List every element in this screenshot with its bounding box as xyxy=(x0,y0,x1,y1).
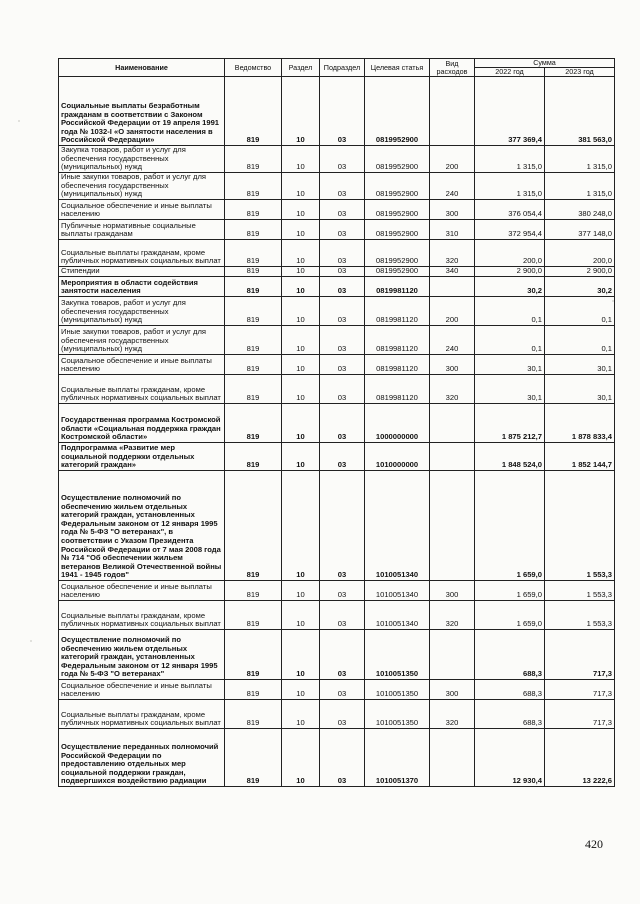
row-exp-type-cell: 320 xyxy=(430,240,475,267)
row-dept-cell: 819 xyxy=(225,220,282,240)
row-exp-type-cell xyxy=(430,277,475,297)
table-row xyxy=(59,680,615,700)
row-name-cell: Социальные выплаты гражданам, кроме публичных нормативных социальных выплат xyxy=(59,375,225,404)
row-target-cell: 0819981120 xyxy=(365,375,430,404)
scan-speck xyxy=(30,640,32,642)
row-dept-cell: 819 xyxy=(225,680,282,700)
row-name-cell: Государственная программа Костромской области «Социальная поддержка граждан Костромской области» xyxy=(59,404,225,443)
page-number: 420 xyxy=(585,837,603,851)
row-target-cell: 0819952900 xyxy=(365,240,430,267)
table-row xyxy=(59,729,615,787)
row-dept-cell: 819 xyxy=(225,355,282,375)
row-dept-cell: 819 xyxy=(225,729,282,787)
row-subsection-cell: 03 xyxy=(320,680,365,700)
row-section-cell: 10 xyxy=(282,220,320,240)
row-section-cell: 10 xyxy=(282,729,320,787)
row-name-cell: Иные закупки товаров, работ и услуг для обеспечения государственных (муниципальных) нужд xyxy=(59,173,225,200)
row-exp-type-cell xyxy=(430,443,475,471)
row-exp-type-cell xyxy=(430,404,475,443)
row-exp-type-cell: 300 xyxy=(430,581,475,601)
row-dept-cell: 819 xyxy=(225,471,282,581)
row-subsection-cell: 03 xyxy=(320,146,365,173)
row-dept-cell: 819 xyxy=(225,326,282,355)
row-amount-2022-cell: 688,3 xyxy=(475,700,545,729)
table-row xyxy=(59,240,615,267)
row-section-cell: 10 xyxy=(282,267,320,277)
row-section-cell: 10 xyxy=(282,355,320,375)
row-name-cell: Закупка товаров, работ и услуг для обеспечения государственных (муниципальных) нужд xyxy=(59,146,225,173)
row-name-cell: Социальные выплаты гражданам, кроме публичных нормативных социальных выплат xyxy=(59,601,225,630)
table-row xyxy=(59,471,615,581)
row-dept-cell: 819 xyxy=(225,173,282,200)
table-row xyxy=(59,220,615,240)
row-section-cell: 10 xyxy=(282,375,320,404)
row-dept-cell: 819 xyxy=(225,240,282,267)
row-dept-cell: 819 xyxy=(225,404,282,443)
row-subsection-cell: 03 xyxy=(320,200,365,220)
header-sum: Сумма xyxy=(475,59,615,68)
row-amount-2022-cell: 1 875 212,7 xyxy=(475,404,545,443)
row-amount-2023-cell: 1 852 144,7 xyxy=(545,443,615,471)
row-dept-cell: 819 xyxy=(225,77,282,146)
header-subsection: Подраздел xyxy=(320,59,365,77)
table-row xyxy=(59,581,615,601)
row-section-cell: 10 xyxy=(282,601,320,630)
row-dept-cell: 819 xyxy=(225,581,282,601)
row-section-cell: 10 xyxy=(282,700,320,729)
row-amount-2022-cell: 30,1 xyxy=(475,375,545,404)
row-amount-2023-cell: 200,0 xyxy=(545,240,615,267)
table-row xyxy=(59,277,615,297)
row-target-cell: 0819981120 xyxy=(365,326,430,355)
row-dept-cell: 819 xyxy=(225,277,282,297)
row-target-cell: 0819981120 xyxy=(365,297,430,326)
row-section-cell: 10 xyxy=(282,277,320,297)
row-amount-2022-cell: 1 315,0 xyxy=(475,173,545,200)
row-exp-type-cell: 200 xyxy=(430,297,475,326)
row-amount-2023-cell: 30,1 xyxy=(545,375,615,404)
row-name-cell: Осуществление полномочий по обеспечению жильем отдельных категорий граждан, установленных Федеральным законом от 12 января 1995 года № 5-ФЗ "О ветеранах", в соответствии с Указом Президента Российской Федерации от 7 мая 2008 года № 714 "Об обеспечении жильем ветеранов Великой Отечественной войны 1941 - 1945 годов" xyxy=(59,471,225,581)
row-target-cell: 1010051370 xyxy=(365,729,430,787)
row-section-cell: 10 xyxy=(282,146,320,173)
row-amount-2022-cell: 372 954,4 xyxy=(475,220,545,240)
table-row xyxy=(59,404,615,443)
row-amount-2022-cell: 1 848 524,0 xyxy=(475,443,545,471)
row-amount-2022-cell: 30,1 xyxy=(475,355,545,375)
row-exp-type-cell xyxy=(430,77,475,146)
row-exp-type-cell: 310 xyxy=(430,220,475,240)
row-name-cell: Мероприятия в области содействия занятости населения xyxy=(59,277,225,297)
row-dept-cell: 819 xyxy=(225,375,282,404)
header-year-2022: 2022 год xyxy=(475,68,545,77)
row-exp-type-cell: 300 xyxy=(430,355,475,375)
table-row xyxy=(59,146,615,173)
row-target-cell: 0819952900 xyxy=(365,146,430,173)
row-exp-type-cell: 320 xyxy=(430,601,475,630)
row-subsection-cell: 03 xyxy=(320,297,365,326)
row-exp-type-cell xyxy=(430,729,475,787)
row-name-cell: Социальные выплаты безработным гражданам в соответствии с Законом Российской Федерации от 19 апреля 1991 года № 1032-I «О занятости населения в Российской Федерации» xyxy=(59,77,225,146)
row-section-cell: 10 xyxy=(282,630,320,680)
table-row xyxy=(59,355,615,375)
header-dept: Ведомство xyxy=(225,59,282,77)
row-amount-2023-cell: 717,3 xyxy=(545,700,615,729)
row-subsection-cell: 03 xyxy=(320,404,365,443)
row-amount-2023-cell: 377 148,0 xyxy=(545,220,615,240)
row-amount-2022-cell: 1 659,0 xyxy=(475,601,545,630)
table-row xyxy=(59,173,615,200)
row-subsection-cell: 03 xyxy=(320,601,365,630)
row-name-cell: Социальное обеспечение и иные выплаты населению xyxy=(59,355,225,375)
row-subsection-cell: 03 xyxy=(320,326,365,355)
scan-speck xyxy=(18,120,20,122)
table-row xyxy=(59,326,615,355)
row-target-cell: 1000000000 xyxy=(365,404,430,443)
row-name-cell: Публичные нормативные социальные выплаты гражданам xyxy=(59,220,225,240)
row-amount-2023-cell: 380 248,0 xyxy=(545,200,615,220)
row-dept-cell: 819 xyxy=(225,700,282,729)
row-name-cell: Осуществление полномочий по обеспечению жильем отдельных категорий граждан, установленных Федеральным законом от 12 января 1995 года № 5-ФЗ "О ветеранах" xyxy=(59,630,225,680)
row-amount-2022-cell: 688,3 xyxy=(475,630,545,680)
row-dept-cell: 819 xyxy=(225,267,282,277)
row-exp-type-cell xyxy=(430,630,475,680)
header-section: Раздел xyxy=(282,59,320,77)
row-dept-cell: 819 xyxy=(225,630,282,680)
row-amount-2022-cell: 2 900,0 xyxy=(475,267,545,277)
row-dept-cell: 819 xyxy=(225,601,282,630)
row-section-cell: 10 xyxy=(282,200,320,220)
row-amount-2022-cell: 1 315,0 xyxy=(475,146,545,173)
row-name-cell: Подпрограмма «Развитие мер социальной поддержки отдельных категорий граждан» xyxy=(59,443,225,471)
row-target-cell: 0819952900 xyxy=(365,173,430,200)
row-amount-2022-cell: 0,1 xyxy=(475,297,545,326)
row-amount-2023-cell: 717,3 xyxy=(545,680,615,700)
row-amount-2023-cell: 2 900,0 xyxy=(545,267,615,277)
row-dept-cell: 819 xyxy=(225,200,282,220)
row-amount-2023-cell: 1 553,3 xyxy=(545,581,615,601)
row-section-cell: 10 xyxy=(282,404,320,443)
row-exp-type-cell: 320 xyxy=(430,700,475,729)
row-subsection-cell: 03 xyxy=(320,277,365,297)
row-amount-2023-cell: 0,1 xyxy=(545,326,615,355)
row-section-cell: 10 xyxy=(282,297,320,326)
row-amount-2022-cell: 1 659,0 xyxy=(475,581,545,601)
table-row xyxy=(59,267,615,277)
row-amount-2023-cell: 0,1 xyxy=(545,297,615,326)
row-target-cell: 1010051340 xyxy=(365,471,430,581)
row-subsection-cell: 03 xyxy=(320,375,365,404)
row-exp-type-cell: 340 xyxy=(430,267,475,277)
row-subsection-cell: 03 xyxy=(320,581,365,601)
row-section-cell: 10 xyxy=(282,581,320,601)
row-subsection-cell: 03 xyxy=(320,700,365,729)
table-header-row xyxy=(59,59,615,68)
row-subsection-cell: 03 xyxy=(320,77,365,146)
row-section-cell: 10 xyxy=(282,680,320,700)
row-subsection-cell: 03 xyxy=(320,173,365,200)
row-subsection-cell: 03 xyxy=(320,220,365,240)
row-exp-type-cell: 300 xyxy=(430,680,475,700)
row-name-cell: Иные закупки товаров, работ и услуг для обеспечения государственных (муниципальных) нужд xyxy=(59,326,225,355)
table-row xyxy=(59,700,615,729)
row-target-cell: 0819981120 xyxy=(365,355,430,375)
row-section-cell: 10 xyxy=(282,326,320,355)
row-dept-cell: 819 xyxy=(225,146,282,173)
row-exp-type-cell: 240 xyxy=(430,173,475,200)
row-target-cell: 1010051350 xyxy=(365,680,430,700)
row-amount-2023-cell: 381 563,0 xyxy=(545,77,615,146)
budget-table xyxy=(58,58,615,787)
table-row xyxy=(59,375,615,404)
row-amount-2023-cell: 1 553,3 xyxy=(545,601,615,630)
row-target-cell: 1010000000 xyxy=(365,443,430,471)
header-exp-type: Вид расходов xyxy=(430,59,475,77)
row-amount-2023-cell: 30,2 xyxy=(545,277,615,297)
row-name-cell: Социальные выплаты гражданам, кроме публичных нормативных социальных выплат xyxy=(59,700,225,729)
row-name-cell: Социальное обеспечение и иные выплаты населению xyxy=(59,680,225,700)
row-target-cell: 0819981120 xyxy=(365,277,430,297)
row-name-cell: Социальные выплаты гражданам, кроме публичных нормативных социальных выплат xyxy=(59,240,225,267)
row-name-cell: Закупка товаров, работ и услуг для обеспечения государственных (муниципальных) нужд xyxy=(59,297,225,326)
row-exp-type-cell: 300 xyxy=(430,200,475,220)
row-amount-2022-cell: 0,1 xyxy=(475,326,545,355)
row-amount-2023-cell: 1 315,0 xyxy=(545,146,615,173)
row-amount-2022-cell: 688,3 xyxy=(475,680,545,700)
table-row xyxy=(59,443,615,471)
row-subsection-cell: 03 xyxy=(320,443,365,471)
row-name-cell: Стипендии xyxy=(59,267,225,277)
table-row xyxy=(59,601,615,630)
row-target-cell: 1010051350 xyxy=(365,630,430,680)
row-amount-2022-cell: 12 930,4 xyxy=(475,729,545,787)
row-target-cell: 1010051350 xyxy=(365,700,430,729)
row-exp-type-cell: 240 xyxy=(430,326,475,355)
row-target-cell: 1010051340 xyxy=(365,601,430,630)
row-amount-2023-cell: 717,3 xyxy=(545,630,615,680)
row-name-cell: Социальное обеспечение и иные выплаты населению xyxy=(59,200,225,220)
row-section-cell: 10 xyxy=(282,77,320,146)
row-amount-2022-cell: 30,2 xyxy=(475,277,545,297)
table-row xyxy=(59,297,615,326)
header-name: Наименование xyxy=(59,59,225,77)
row-name-cell: Осуществление переданных полномочий Российской Федерации по предоставлению отдельных мер социальной поддержки граждан, подвергшихся воздействию радиации xyxy=(59,729,225,787)
row-subsection-cell: 03 xyxy=(320,267,365,277)
row-amount-2022-cell: 376 054,4 xyxy=(475,200,545,220)
row-section-cell: 10 xyxy=(282,173,320,200)
row-section-cell: 10 xyxy=(282,240,320,267)
row-amount-2022-cell: 200,0 xyxy=(475,240,545,267)
row-subsection-cell: 03 xyxy=(320,729,365,787)
table-body xyxy=(59,77,615,787)
row-name-cell: Социальное обеспечение и иные выплаты населению xyxy=(59,581,225,601)
row-amount-2022-cell: 1 659,0 xyxy=(475,471,545,581)
row-exp-type-cell: 200 xyxy=(430,146,475,173)
row-target-cell: 0819952900 xyxy=(365,267,430,277)
row-target-cell: 0819952900 xyxy=(365,220,430,240)
row-amount-2023-cell: 1 878 833,4 xyxy=(545,404,615,443)
row-amount-2023-cell: 1 315,0 xyxy=(545,173,615,200)
table-row xyxy=(59,77,615,146)
row-section-cell: 10 xyxy=(282,443,320,471)
row-subsection-cell: 03 xyxy=(320,630,365,680)
row-exp-type-cell: 320 xyxy=(430,375,475,404)
row-subsection-cell: 03 xyxy=(320,355,365,375)
row-dept-cell: 819 xyxy=(225,297,282,326)
row-section-cell: 10 xyxy=(282,471,320,581)
row-amount-2023-cell: 30,1 xyxy=(545,355,615,375)
table-row xyxy=(59,200,615,220)
row-dept-cell: 819 xyxy=(225,443,282,471)
header-year-2023: 2023 год xyxy=(545,68,615,77)
row-subsection-cell: 03 xyxy=(320,471,365,581)
row-amount-2023-cell: 1 553,3 xyxy=(545,471,615,581)
row-exp-type-cell xyxy=(430,471,475,581)
row-amount-2022-cell: 377 369,4 xyxy=(475,77,545,146)
header-target: Целевая статья xyxy=(365,59,430,77)
row-amount-2023-cell: 13 222,6 xyxy=(545,729,615,787)
table-row xyxy=(59,630,615,680)
row-target-cell: 0819952900 xyxy=(365,200,430,220)
row-target-cell: 0819952900 xyxy=(365,77,430,146)
row-target-cell: 1010051340 xyxy=(365,581,430,601)
row-subsection-cell: 03 xyxy=(320,240,365,267)
